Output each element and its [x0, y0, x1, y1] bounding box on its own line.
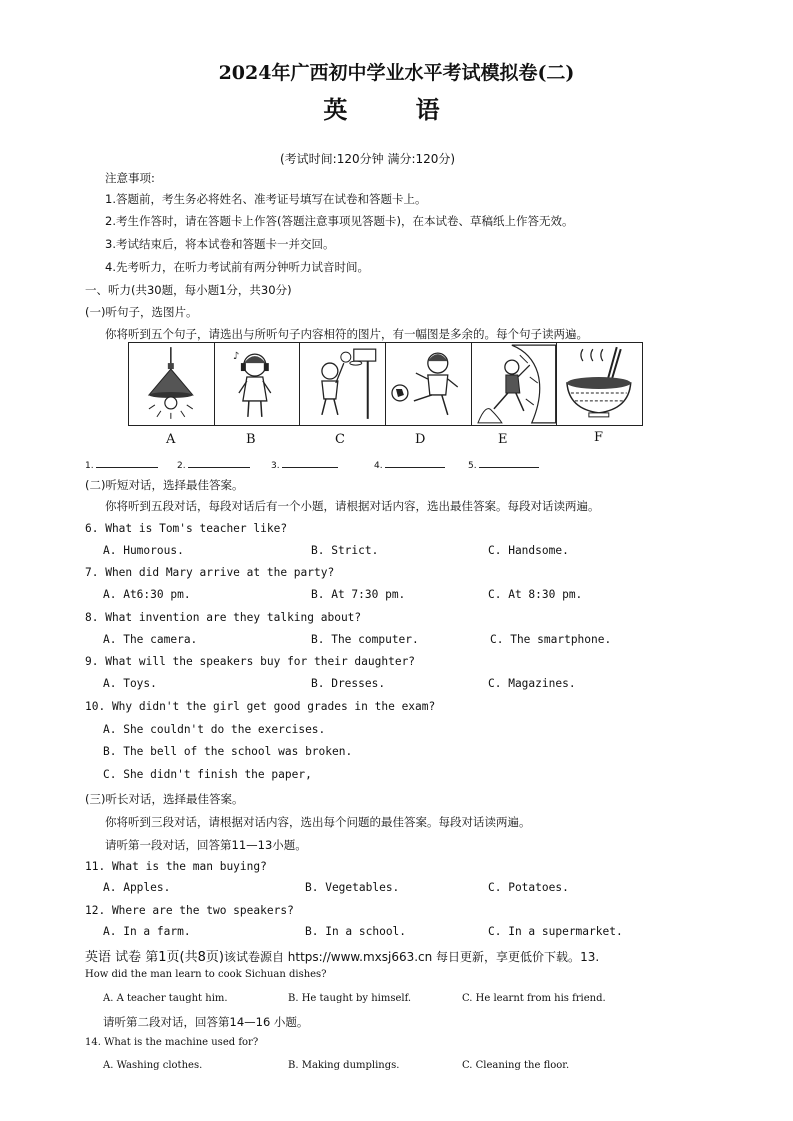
basketball-player-icon — [300, 343, 386, 425]
answer-option[interactable]: C. Cleaning the floor. — [462, 1060, 570, 1071]
question-text: 12. Where are the two speakers? — [85, 904, 294, 917]
answer-option[interactable]: B. Strict. — [311, 544, 379, 557]
question-text: 14. What is the machine used for? — [85, 1037, 259, 1048]
picture-letter: C — [335, 432, 345, 447]
notice-item: 2.考生作答时，请在答题卡上作答(答题注意事项见答题卡)，在本试卷、草稿纸上作答无效。 — [105, 214, 574, 228]
answer-option[interactable]: A. Washing clothes. — [103, 1060, 203, 1071]
answer-blank-4[interactable]: 4. — [374, 457, 445, 471]
answer-option[interactable]: C. He learnt from his friend. — [462, 993, 606, 1004]
sec1-heading: (一)听句子，选图片。 — [85, 305, 198, 319]
question-text: 6. What is Tom's teacher like? — [85, 522, 288, 535]
answer-option[interactable]: A. She couldn't do the exercises. — [103, 723, 326, 736]
answer-option[interactable]: A. Apples. — [103, 881, 171, 894]
answer-option[interactable]: B. Making dumplings. — [288, 1060, 400, 1071]
answer-option[interactable]: C. In a supermarket. — [488, 925, 623, 938]
dialog-2-instruction: 请听第二段对话，回答第14—16 小题。 — [103, 1015, 309, 1029]
page-footer — [85, 946, 599, 965]
notice-item: 3.考试结束后，将本试卷和答题卡一并交回。 — [105, 237, 335, 251]
page-label: 英语 试卷 第1页(共8页) — [85, 950, 224, 965]
sec2-instruction: 你将听到五段对话，每段对话后有一个小题，请根据对话内容，选出最佳答案。每段对话读两遍。 — [105, 499, 600, 513]
sec2-heading: (二)听短对话，选择最佳答案。 — [85, 478, 244, 492]
question-text: 7. When did Mary arrive at the party? — [85, 566, 335, 579]
girl-with-headphones-icon — [215, 343, 301, 425]
answer-option[interactable]: B. He taught by himself. — [288, 993, 412, 1004]
answer-option[interactable]: A. Toys. — [103, 677, 157, 690]
question-text: 8. What invention are they talking about? — [85, 611, 362, 624]
answer-option[interactable]: B. The bell of the school was broken. — [103, 745, 353, 758]
answer-option[interactable]: C. The smartphone. — [490, 633, 612, 646]
lamp-icon — [129, 343, 215, 425]
answer-option[interactable]: C. Potatoes. — [488, 881, 569, 894]
picture-letter: A — [166, 432, 176, 447]
answer-option[interactable]: C. Handsome. — [488, 544, 569, 557]
answer-option[interactable]: A. A teacher taught him. — [103, 993, 228, 1004]
question-text: 11. What is the man buying? — [85, 860, 267, 873]
soccer-player-icon — [386, 343, 472, 425]
answer-blank-1[interactable]: 1. — [85, 457, 158, 471]
answer-option[interactable]: B. Vegetables. — [305, 881, 400, 894]
answer-option[interactable]: B. In a school. — [305, 925, 407, 938]
answer-option[interactable]: C. At 8:30 pm. — [488, 588, 583, 601]
notice-item: 4.先考听力，在听力考试前有两分钟听力试音时间。 — [105, 260, 369, 274]
answer-option[interactable]: A. Humorous. — [103, 544, 184, 557]
answer-option[interactable]: A. In a farm. — [103, 925, 191, 938]
dialog-1-instruction: 请听第一段对话，回答第11—13小题。 — [105, 838, 307, 852]
picture-letter: E — [498, 432, 508, 447]
notice-heading: 注意事项: — [105, 171, 155, 185]
exam-info: (考试时间:120分钟 满分:120分) — [280, 152, 456, 166]
svg-text:♪: ♪ — [232, 351, 239, 363]
answer-option[interactable]: A. At6:30 pm. — [103, 588, 191, 601]
answer-option[interactable]: C. Magazines. — [488, 677, 576, 690]
picture-strip — [128, 342, 643, 426]
sec1-instruction: 你将听到五个句子，请选出与所听句子内容相符的图片，有一幅图是多余的。每个句子读两遍。 — [105, 327, 588, 341]
subject-title: 英 语 — [323, 95, 470, 124]
picture-letter: F — [594, 430, 604, 445]
picture-letter: D — [415, 432, 426, 447]
answer-blank-2[interactable]: 2. — [177, 457, 250, 471]
part1-heading: 一、听力(共30题，每小题1分，共30分) — [85, 283, 292, 297]
sec3-heading: (三)听长对话，选择最佳答案。 — [85, 792, 244, 806]
picture-letter: B — [246, 432, 256, 447]
notice-item: 1.答题前，考生务必将姓名、准考证号填写在试卷和答题卡上。 — [105, 192, 427, 206]
answer-blank-5[interactable]: 5. — [468, 457, 539, 471]
sec3-instruction: 你将听到三段对话，请根据对话内容，选出每个问题的最佳答案。每段对话读两遍。 — [105, 815, 531, 829]
question-text: 9. What will the speakers buy for their daughter? — [85, 655, 416, 668]
exam-title: 2024年广西初中学业水平考试模拟卷(二) — [218, 62, 575, 84]
noodle-bowl-icon — [557, 343, 642, 425]
question-text: How did the man learn to cook Sichuan dishes? — [85, 969, 327, 980]
answer-option[interactable]: C. She didn't finish the paper, — [103, 768, 312, 781]
question-text: 10. Why didn't the girl get good grades in the exam? — [85, 700, 436, 713]
answer-option[interactable]: B. At 7:30 pm. — [311, 588, 406, 601]
rock-climber-icon — [472, 343, 558, 425]
q13-number: 13. — [580, 950, 600, 964]
answer-option[interactable]: B. Dresses. — [311, 677, 386, 690]
answer-option[interactable]: A. The camera. — [103, 633, 198, 646]
answer-blank-3[interactable]: 3. — [271, 457, 338, 471]
source-link[interactable]: 该试卷源自 https://www.mxsj663.cn 每日更新，享更低价下载。 — [223, 950, 581, 964]
answer-option[interactable]: B. The computer. — [311, 633, 419, 646]
